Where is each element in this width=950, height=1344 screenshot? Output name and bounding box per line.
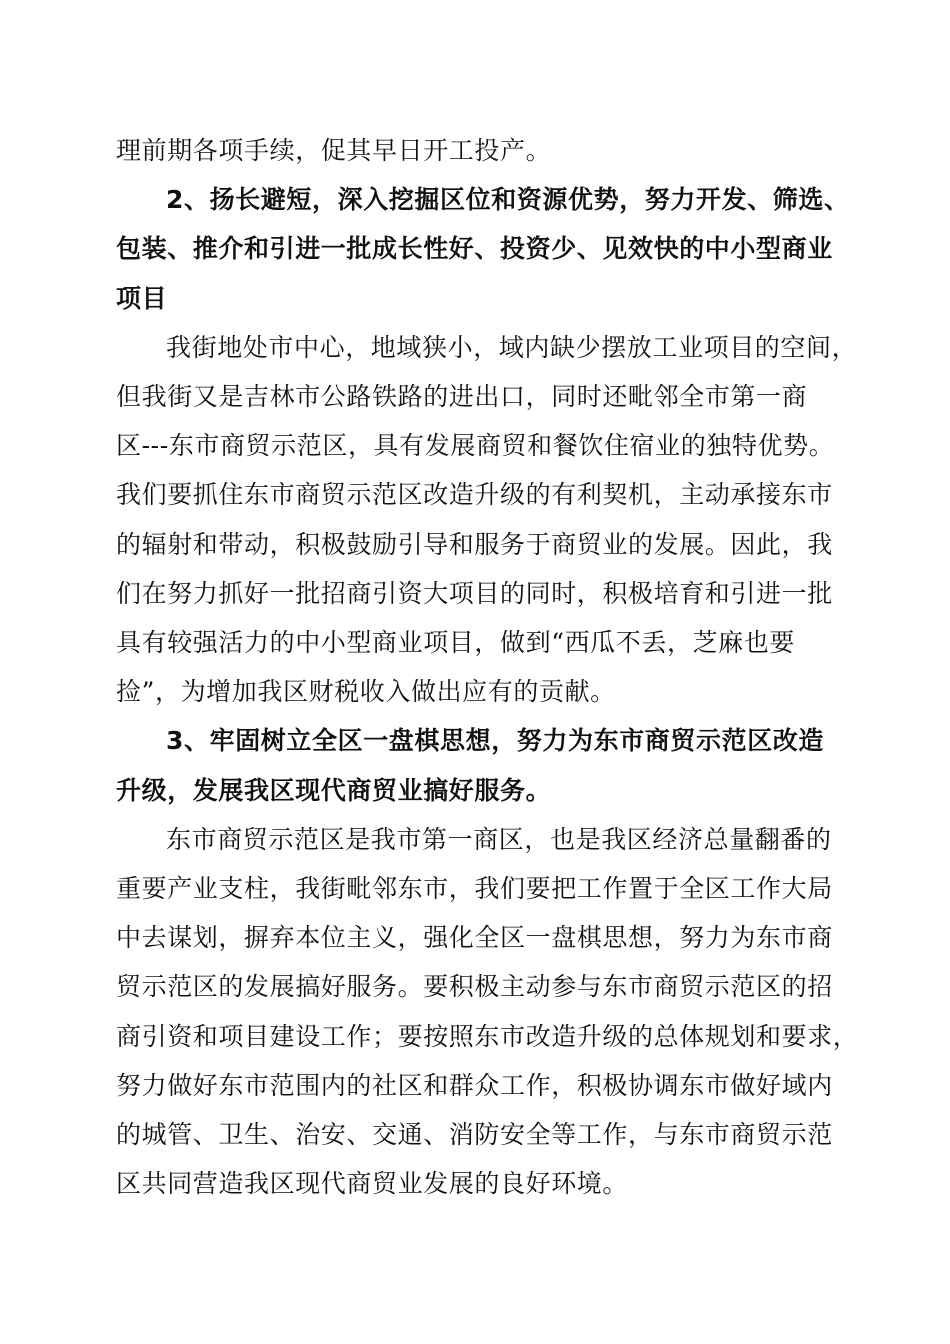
text-line: 捡”，为增加我区财税收入做出应有的贡献。 xyxy=(116,677,616,707)
text-line: 理前期各项手续，促其早日开工投产。 xyxy=(116,136,552,165)
text-line: 重要产业支柱，我街毗邻东市，我们要把工作置于全区工作大局 xyxy=(116,874,833,904)
text-line: 中去谋划，摒弃本位主义，强化全区一盘棋思想，努力为东市商 xyxy=(116,923,833,953)
paragraph-continuation xyxy=(116,126,841,175)
text-line: 们在努力抓好一批招商引资大项目的同时，积极培育和引进一批 xyxy=(116,578,833,608)
text-line: 东市商贸示范区是我市第一商区，也是我区经济总量翻番的 xyxy=(166,824,832,854)
heading-line: 升级，发展我区现代商贸业搞好服务。 xyxy=(116,775,552,805)
paragraph-east-market-service xyxy=(116,815,859,1209)
text-line: 贸示范区的发展搞好服务。要积极主动参与东市商贸示范区的招 xyxy=(116,972,833,1002)
text-line: 的辐射和带动，积极鼓励引导和服务于商贸业的发展。因此，我 xyxy=(116,529,833,559)
heading-line: 3、牢固树立全区一盘棋思想，努力为东市商贸示范区改造 xyxy=(166,726,824,756)
section-heading-3 xyxy=(116,716,841,814)
text-line: 的城管、卫生、治安、交通、消防安全等工作，与东市商贸示范 xyxy=(116,1120,833,1150)
heading-line: 2、扬长避短，深入挖掘区位和资源优势，努力开发、筛选、 xyxy=(166,185,850,215)
text-line: 商引资和项目建设工作；要按照东市改造升级的总体规划和要求， xyxy=(116,1021,859,1051)
text-line: 但我街又是吉林市公路铁路的进出口，同时还毗邻全市第一商 xyxy=(116,382,808,412)
text-line: 我们要抓住东市商贸示范区改造升级的有利契机，主动承接东市 xyxy=(116,480,833,510)
document-body xyxy=(116,126,859,1208)
heading-line: 包装、推介和引进一批成长性好、投资少、见效快的中小型商业 xyxy=(116,234,833,264)
text-line: 我街地处市中心，地域狭小，域内缺少摆放工业项目的空间， xyxy=(166,332,858,362)
text-line: 努力做好东市范围内的社区和群众工作，积极协调东市做好域内 xyxy=(116,1070,833,1100)
heading-line: 项目 xyxy=(116,283,168,313)
text-line: 具有较强活力的中小型商业项目，做到“西瓜不丢，芝麻也要 xyxy=(116,628,795,658)
text-line: 区共同营造我区现代商贸业发展的良好环境。 xyxy=(116,1169,629,1199)
section-heading-2 xyxy=(116,175,850,323)
paragraph-location-advantage xyxy=(116,323,858,717)
text-line: 区---东市商贸示范区，具有发展商贸和餐饮住宿业的独特优势。 xyxy=(116,431,835,461)
